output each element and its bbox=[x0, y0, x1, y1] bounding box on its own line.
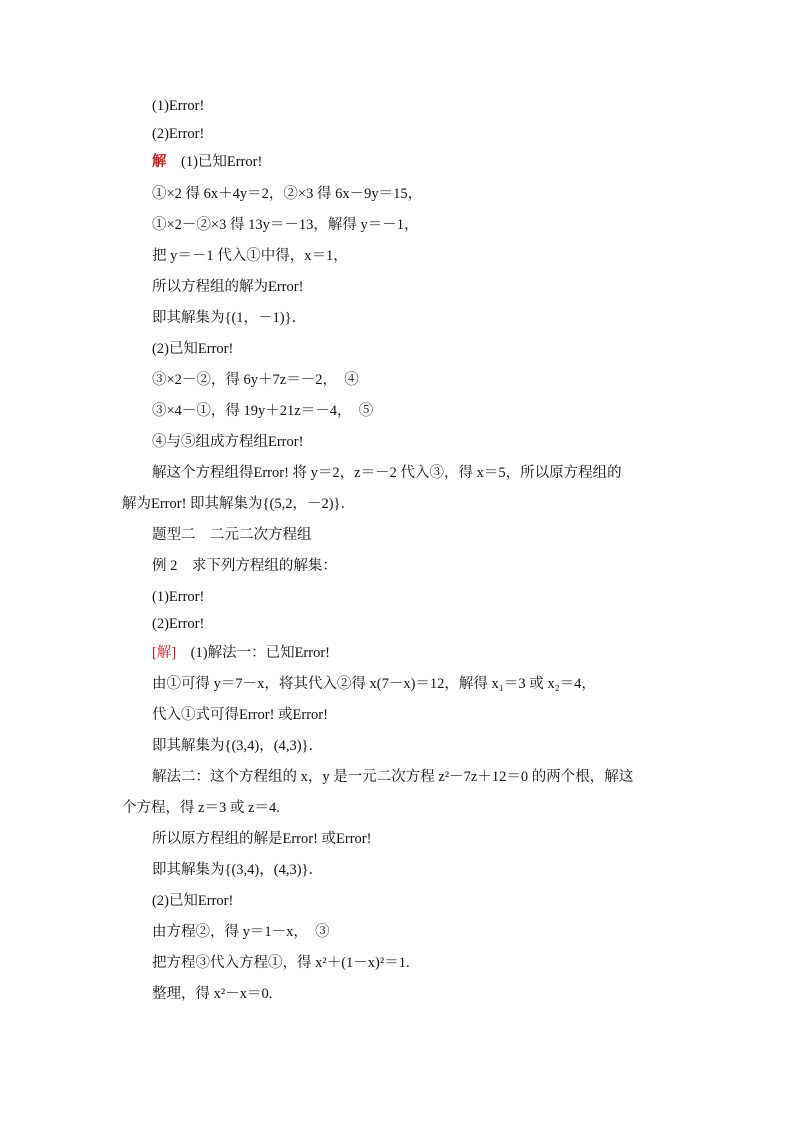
step-line: ④与⑤组成方程组Error! bbox=[152, 434, 304, 450]
step-line: 把方程③代入方程①，得 x²＋(1－x)²＝1. bbox=[152, 955, 410, 971]
step-line: 即其解集为{(3,4)，(4,3)}． bbox=[152, 738, 323, 754]
step-line: ①×2 得 6x＋4y＝2，②×3 得 6x－9y＝15， bbox=[152, 186, 423, 202]
subproblem-1: (1)Error! bbox=[152, 589, 205, 605]
step-line: 即其解集为{(1，－1)}． bbox=[152, 310, 307, 326]
step-line: 由方程②，得 y＝1－x， ③ bbox=[152, 924, 330, 940]
step-line: 所以方程组的解为Error! bbox=[152, 279, 304, 295]
step-line: ③×4－①，得 19y＋21z＝－4， ⑤ bbox=[152, 403, 374, 419]
step-line: 整理，得 x²－x＝0. bbox=[152, 986, 273, 1002]
step-line: 解法二：这个方程组的 x，y 是一元二次方程 z²－7z＋12＝0 的两个根，解这 bbox=[152, 769, 634, 785]
solution-mark: [解] bbox=[152, 645, 177, 661]
step-line: 个方程，得 z＝3 或 z＝4. bbox=[122, 800, 280, 816]
step-line: 即其解集为{(3,4)，(4,3)}． bbox=[152, 862, 323, 878]
step-line: ①×2－②×3 得 13y＝－13，解得 y＝－1， bbox=[152, 217, 419, 233]
step-line: 解这个方程组得Error! 将 y＝2，z＝－2 代入③，得 x＝5，所以原方程组的 bbox=[152, 465, 622, 481]
step-line: (2)已知Error! bbox=[152, 893, 234, 909]
solution-line bbox=[152, 152, 262, 172]
subproblem-1: (1)Error! bbox=[152, 98, 205, 114]
section-heading: 题型二 二元二次方程组 bbox=[152, 527, 312, 543]
step-line: ③×2－②，得 6y＋7z＝－2， ④ bbox=[152, 372, 359, 388]
example-heading: 例 2 求下列方程组的解集： bbox=[152, 558, 337, 574]
solution-text: (1)解法一：已知Error! bbox=[190, 645, 331, 661]
subproblem-2: (2)Error! bbox=[152, 126, 205, 142]
step-line: (2)已知Error! bbox=[152, 341, 234, 357]
step-line: 把 y＝－1 代入①中得，x＝1， bbox=[152, 248, 348, 264]
solution-line bbox=[152, 643, 330, 663]
step-line: 代入①式可得Error! 或Error! bbox=[152, 707, 328, 723]
step-line: 所以原方程组的解是Error! 或Error! bbox=[152, 831, 372, 847]
subproblem-2: (2)Error! bbox=[152, 616, 205, 632]
solution-mark: 解 bbox=[152, 154, 167, 170]
solution-text: (1)已知Error! bbox=[181, 154, 263, 170]
step-line: 由①可得 y＝7－x，将其代入②得 x(7－x)＝12，解得 x₁＝3 或 x₂＝4， bbox=[152, 676, 596, 692]
step-line: 解为Error! 即其解集为{(5,2，－2)}． bbox=[122, 496, 355, 512]
